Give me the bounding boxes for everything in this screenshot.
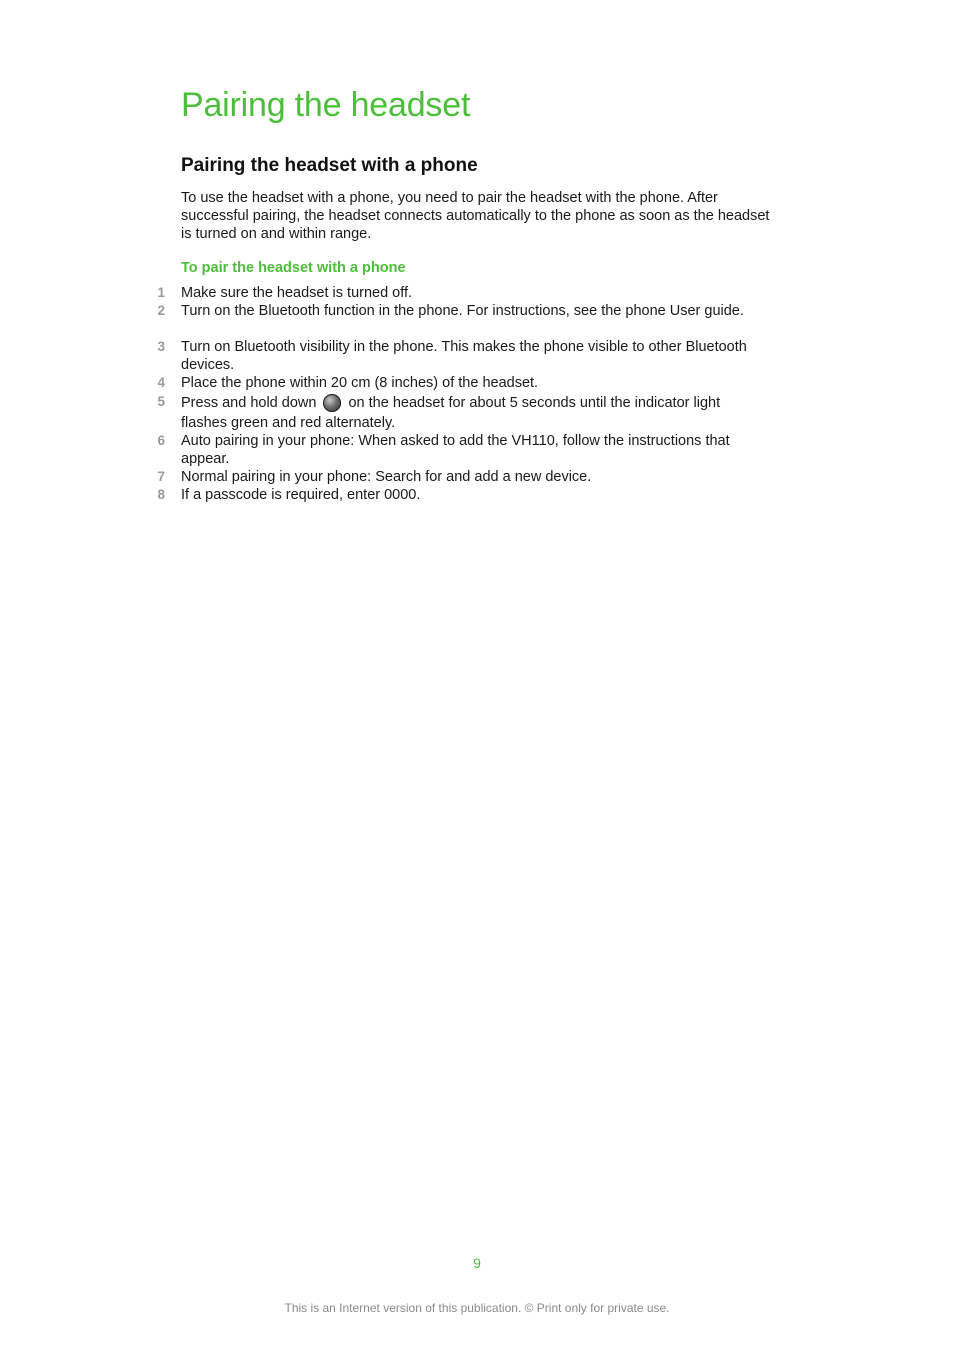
power-key-icon: [323, 394, 341, 412]
step-text: Make sure the headset is turned off.: [181, 285, 413, 301]
procedure-title: To pair the headset with a phone: [181, 260, 406, 276]
step-number: 7: [157, 469, 165, 484]
step-number: 3: [157, 339, 165, 354]
step-text: Turn on the Bluetooth function in the phone. For instructions, see the phone User guide.: [181, 303, 744, 319]
step-number: 1: [157, 285, 165, 300]
page-title: Pairing the headset: [181, 86, 471, 124]
step-number: 8: [157, 487, 165, 502]
step-text-after: on the headset for about 5 seconds until the indicator light flashes green and red alternately.: [181, 395, 721, 431]
step-number: 4: [157, 375, 165, 390]
step-number: 5: [157, 394, 165, 409]
step-number: 2: [157, 303, 165, 318]
page-number: 9: [473, 1255, 481, 1271]
step-text: Auto pairing in your phone: When asked to add the VH110, follow the instructions that appear.: [181, 433, 730, 467]
step-number: 6: [157, 433, 165, 448]
footer-notice: This is an Internet version of this publication. © Print only for private use.: [284, 1301, 670, 1315]
step-text: Place the phone within 20 cm (8 inches) of the headset.: [181, 375, 539, 391]
step-text: Turn on Bluetooth visibility in the phone. This makes the phone visible to other Bluetooth devices.: [181, 339, 747, 373]
step-text: [181, 393, 763, 433]
step-text: If a passcode is required, enter 0000.: [181, 487, 421, 503]
step-text-before: Press and hold down: [181, 395, 317, 411]
step-text: Normal pairing in your phone: Search for and add a new device.: [181, 469, 592, 485]
section-heading: Pairing the headset with a phone: [181, 155, 478, 176]
intro-paragraph: To use the headset with a phone, you need to pair the headset with the phone. After successful pairing, the headset connects automatically to the phone as soon as the headset is turned on and within range.: [181, 190, 770, 242]
